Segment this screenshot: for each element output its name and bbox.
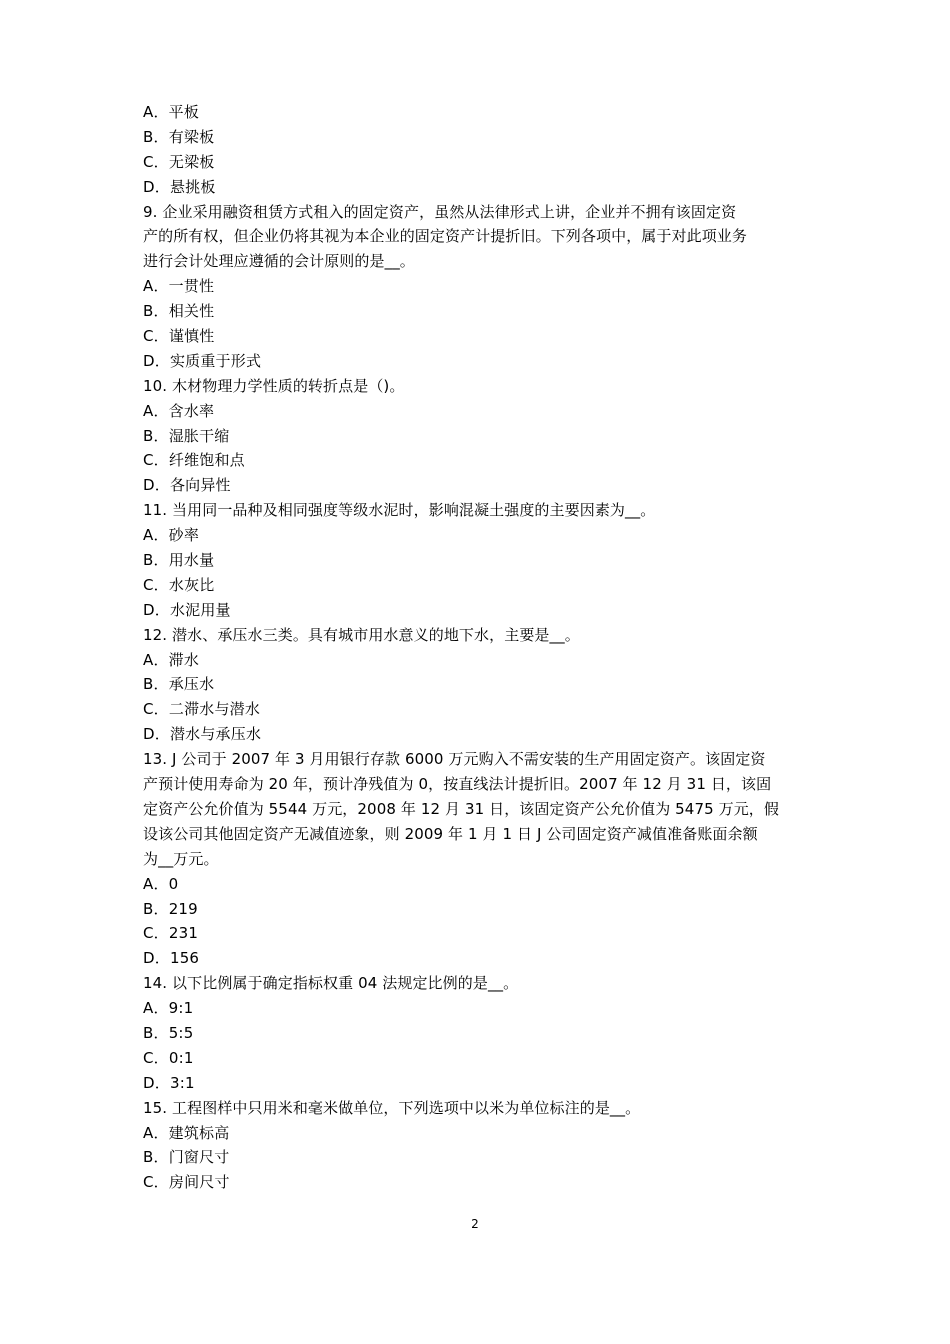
answer-option: C．0:1	[143, 1048, 194, 1067]
answer-option: A．建筑标高	[143, 1123, 230, 1142]
answer-option: C．房间尺寸	[143, 1173, 230, 1192]
answer-option: C．无梁板	[143, 152, 215, 171]
answer-option: C．231	[143, 924, 199, 943]
answer-option: C．谨慎性	[143, 327, 215, 346]
answer-option: B．用水量	[143, 551, 215, 570]
answer-option: B．湿胀干缩	[143, 426, 230, 445]
question-text-line: 12. 潜水、承压水三类。具有城市用水意义的地下水，主要是__。	[143, 625, 580, 644]
page-number: 2	[471, 1217, 479, 1231]
question-text-line: 9. 企业采用融资租赁方式租入的固定资产，虽然从法律形式上讲，企业并不拥有该固定资	[143, 202, 737, 221]
answer-option: D．潜水与承压水	[143, 725, 262, 744]
answer-option: C．纤维饱和点	[143, 451, 245, 470]
answer-option: A．一贯性	[143, 277, 215, 296]
answer-option: D．3:1	[143, 1073, 195, 1092]
answer-option: A．9:1	[143, 999, 194, 1018]
answer-option: A．0	[143, 874, 179, 893]
question-text-line: 定资产公允价值为 5544 万元，2008 年 12 月 31 日，该固定资产公允价值为 5475 万元，假	[143, 799, 780, 818]
answer-option: A．滞水	[143, 650, 200, 669]
answer-option: B．承压水	[143, 675, 215, 694]
question-text-line: 10. 木材物理力学性质的转折点是（)。	[143, 376, 405, 395]
question-text-line: 产预计使用寿命为 20 年，预计净残值为 0，按直线法计提折旧。2007 年 12 月 31 日，该固	[143, 775, 772, 794]
question-text-line: 13. J 公司于 2007 年 3 月用银行存款 6000 万元购入不需安装的生产用固定资产。该固定资	[143, 750, 766, 769]
answer-option: D．实质重于形式	[143, 351, 262, 370]
question-text-line: 设该公司其他固定资产无减值迹象，则 2009 年 1 月 1 日 J 公司固定资产减值准备账面余额	[143, 824, 758, 843]
answer-option: D．156	[143, 949, 200, 968]
answer-option: D．悬挑板	[143, 177, 216, 196]
answer-option: B．5:5	[143, 1023, 194, 1042]
answer-option: A．含水率	[143, 401, 215, 420]
answer-option: C．二滞水与潜水	[143, 700, 261, 719]
answer-option: A．砂率	[143, 526, 200, 545]
question-text-line: 进行会计处理应遵循的会计原则的是__。	[143, 252, 415, 271]
question-text-line: 11. 当用同一品种及相同强度等级水泥时，影响混凝土强度的主要因素为__。	[143, 501, 656, 520]
answer-option: D．水泥用量	[143, 600, 231, 619]
answer-option: B．相关性	[143, 302, 215, 321]
answer-option: A．平板	[143, 103, 200, 121]
question-text-line: 为__万元。	[143, 849, 219, 868]
answer-option: B．门窗尺寸	[143, 1148, 230, 1167]
answer-option: B．有梁板	[143, 127, 215, 146]
question-text-line: 15. 工程图样中只用米和毫米做单位，下列选项中以米为单位标注的是__。	[143, 1098, 641, 1117]
document-body	[143, 100, 811, 1195]
answer-option: C．水灰比	[143, 575, 215, 594]
answer-option: D．各向异性	[143, 476, 231, 495]
question-text-line: 14. 以下比例属于确定指标权重 04 法规定比例的是__。	[143, 974, 519, 993]
answer-option: B．219	[143, 899, 198, 918]
question-text-line: 产的所有权，但企业仍将其视为本企业的固定资产计提折旧。下列各项中，属于对此项业务	[143, 227, 748, 246]
